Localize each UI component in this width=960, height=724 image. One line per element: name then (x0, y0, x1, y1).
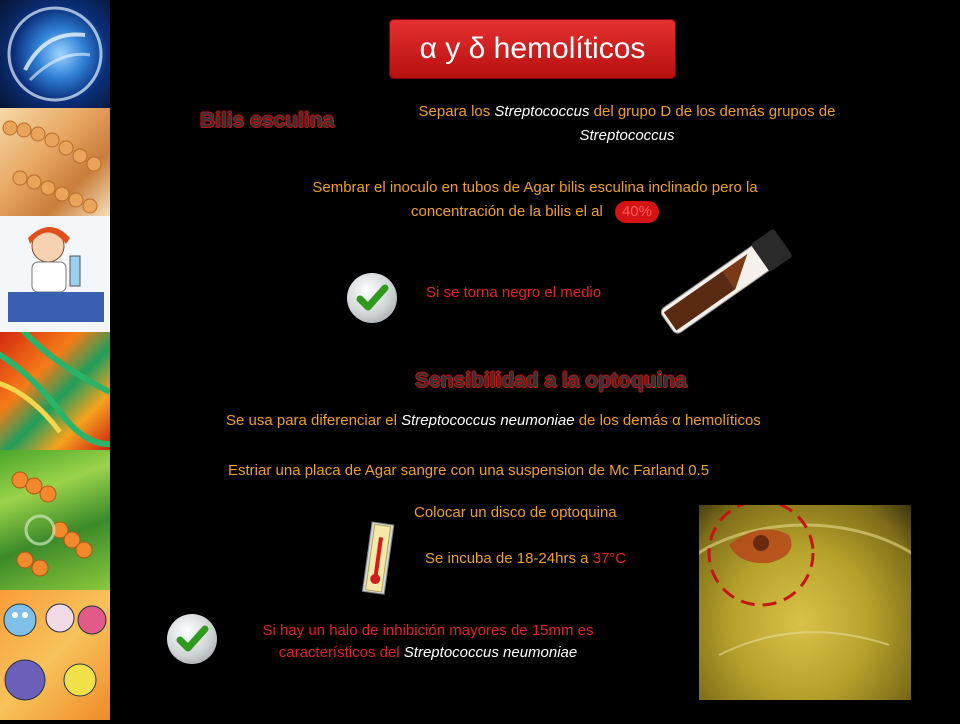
scientist-cartoon-image (0, 216, 110, 332)
blood-agar-plate-image (699, 505, 911, 700)
left-image-strip (0, 0, 110, 720)
check-icon (347, 273, 397, 323)
result-line2-pre: característicos del (278, 644, 404, 661)
incubation-pre: Se incuba de 18-24hrs a (425, 550, 593, 567)
bilis-purpose-pre: Separa los (418, 103, 495, 120)
bilis-purpose-species-2: Streptococcus (579, 127, 675, 144)
bilis-esculina-heading: Bilis esculina (200, 109, 335, 132)
bilis-inoculate-line2: concentración de la bilis el al (411, 203, 603, 220)
bilis-purpose-mid: del grupo D de los demás grupos de (589, 103, 836, 120)
bilis-inoculate-text (270, 176, 800, 224)
thermometer-icon (359, 519, 395, 599)
optoquina-result-text (226, 620, 630, 664)
concentration-badge: 40% (615, 201, 659, 223)
blue-culture-plate-image (0, 0, 110, 108)
agar-tube-image (650, 224, 800, 342)
slide-title-text: α y δ hemolíticos (419, 32, 646, 65)
green-bacteria-image (0, 450, 110, 590)
cartoon-germs-image (0, 590, 110, 720)
optoquina-purpose-post: de los demás α hemolíticos (574, 412, 761, 429)
step-streak-plate: Estriar una placa de Agar sangre con una suspension de Mc Farland 0.5 (228, 462, 710, 479)
optoquina-purpose-species: Streptococcus neumoniae (401, 412, 575, 429)
check-icon (167, 614, 217, 664)
bilis-purpose-text (392, 100, 862, 148)
optoquina-purpose-text (226, 412, 761, 429)
step-place-disc: Colocar un disco de optoquina (414, 504, 617, 521)
optoquina-purpose-pre: Se usa para diferenciar el (226, 412, 402, 429)
bacteria-chain-image (0, 108, 110, 216)
incubation-temperature: 37°C (592, 550, 627, 567)
incubation-text (425, 550, 626, 567)
dna-strand-image (0, 332, 110, 450)
bilis-positive-result: Si se torna negro el medio (426, 284, 602, 301)
result-species: Streptococcus neumoniae (403, 644, 578, 661)
optoquina-heading: Sensibilidad a la optoquina (415, 369, 687, 392)
bilis-purpose-species-1: Streptococcus (494, 103, 590, 120)
bilis-inoculate-line1: Sembrar el inoculo en tubos de Agar bilis esculina inclinado pero la (312, 179, 758, 196)
result-line1: Si hay un halo de inhibición mayores de 15mm es (262, 622, 594, 639)
slide-title (389, 19, 676, 79)
